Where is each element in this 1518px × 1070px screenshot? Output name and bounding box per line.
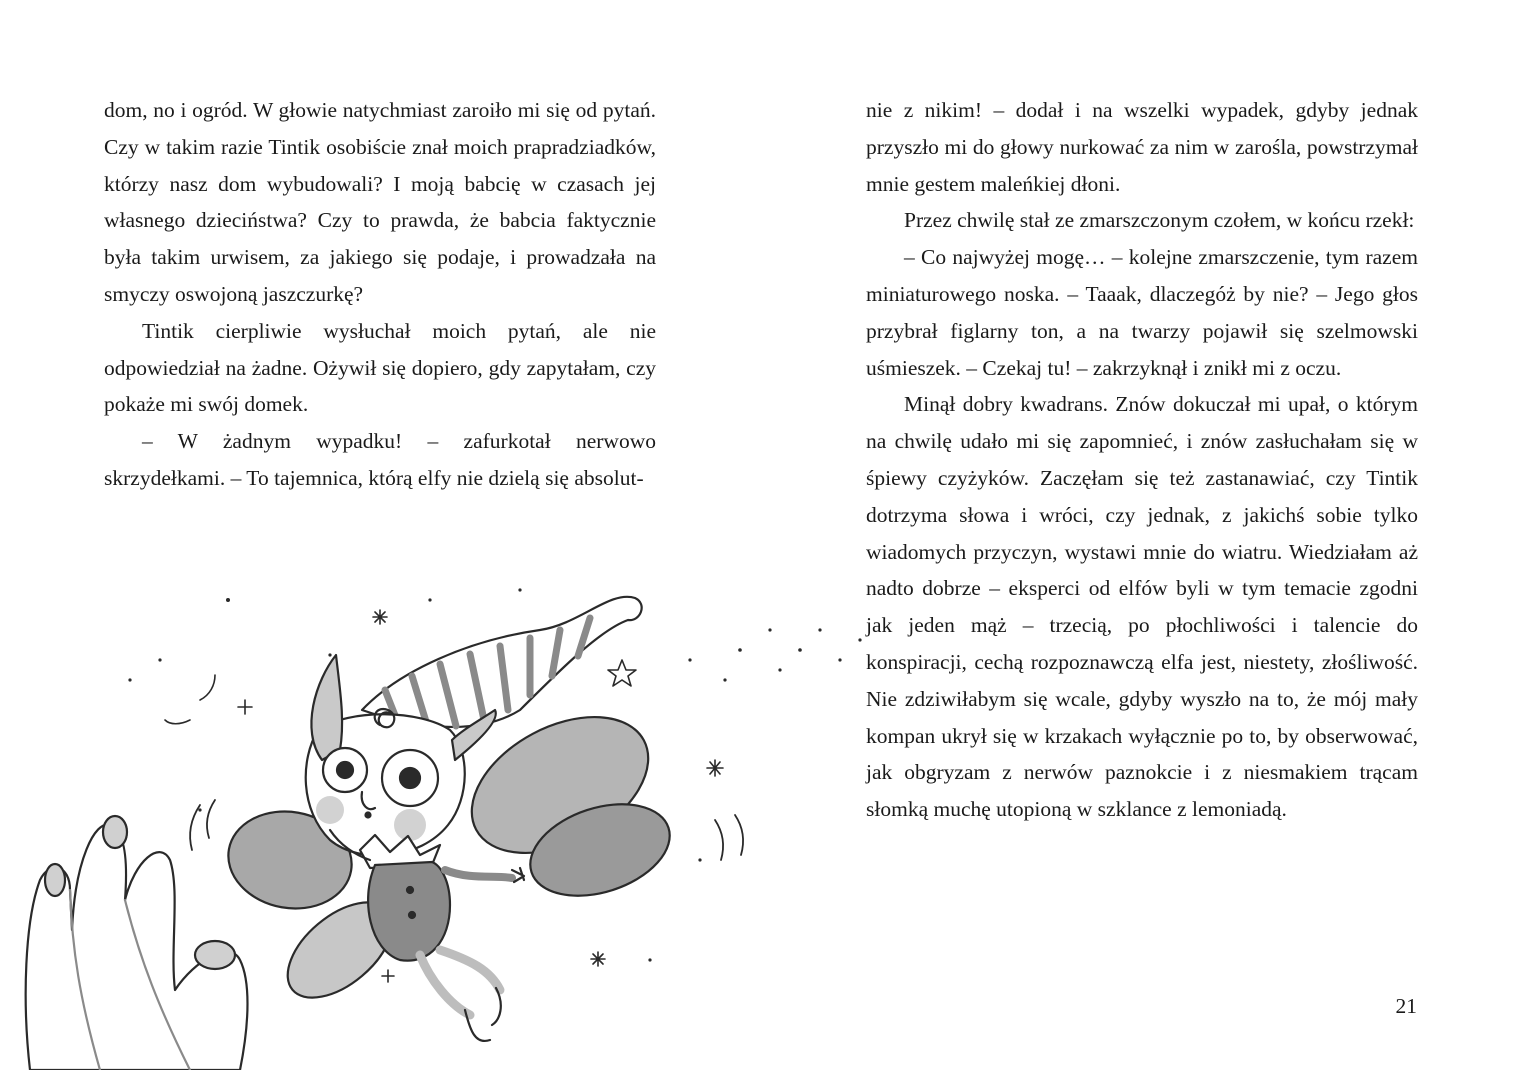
paragraph: dom, no i ogród. W głowie natychmiast zaroiło mi się od pytań. Czy w takim razie Tintik osobiście znał moich prapradziadków, którzy nasz dom wybudowali? I moją babcię w czasach jej własnego dzieciństwa? Czy to prawda, że babcia faktycznie była takim urwisem, za jakiego się podaje, i prowadzała na smyczy oswojoną jaszczurkę? <box>104 98 656 306</box>
paragraph: – W żadnym wypadku! – zafurkotał nerwowo skrzydełkami. – To tajemnica, którą elfy nie dzielą się absolut- <box>104 429 656 490</box>
elf-leg-left <box>420 955 470 1015</box>
elf-leg-right <box>440 950 500 990</box>
paragraph: – Co najwyżej mogę… – kolejne zmarszczenie, tym razem miniaturowego noska. – Taaak, dlaczegóż by nie? – Jego głos przybrał figlarny ton, a na twarzy pojawił się szelmowski uśmieszek. – Czekaj tu! – zakrzyknął i znikł mi z oczu. <box>866 245 1418 380</box>
paragraph: nie z nikim! – dodał i na wszelki wypadek, gdyby jednak przyszło mi do głowy nurkować za nim w zarośla, powstrzymał mnie gestem maleńkiej dłoni. <box>866 98 1418 196</box>
elf-arm-right <box>445 870 512 878</box>
elf-with-hand-illustration <box>0 560 880 1070</box>
left-ear <box>311 655 342 760</box>
right-page <box>759 0 1518 1070</box>
right-page-text <box>866 92 1418 828</box>
elf-body <box>368 862 450 961</box>
paragraph: Tintik cierpliwie wysłuchał moich pytań, ale nie odpowiedział na żadne. Ożywił się dopiero, gdy zapytałam, czy pokaże mi swój domek. <box>104 318 656 417</box>
paragraph: Przez chwilę stał ze zmarszczonym czołem, w końcu rzekł: <box>904 208 1415 233</box>
paragraph: Minął dobry kwadrans. Znów dokuczał mi upał, o którym na chwilę udało mi się zapomnieć, i znów zasłuchałam się w śpiewy czyżyków. Zaczęłam się też zastanawiać, czy Tintik dotrzyma słowa i wróci, czy jednak, z jakichś sobie tylko wiadomych przyczyn, wystawi mnie do wiatru. Wiedziałam aż nadto dobrze – eksperci od elfów byli w tym temacie zgodni jak jeden mąż – trzecią, po płochliwości i talencie do konspiracji, cechą rozpoznawczą elfa jest, niestety, złośliwość. Nie zdziwiłabym się wcale, gdyby wyszło na to, że mój mały kompan ukrył się w krzakach wyłącznie po to, by obserwować, jak obgryzam z nerwów paznokcie i z niesmakiem trącam słomką muchę utopioną w szklance z lemoniadą. <box>866 392 1418 822</box>
left-page-text <box>104 92 656 497</box>
page-number: 21 <box>1395 994 1417 1018</box>
elf-boot-right <box>492 988 501 1025</box>
